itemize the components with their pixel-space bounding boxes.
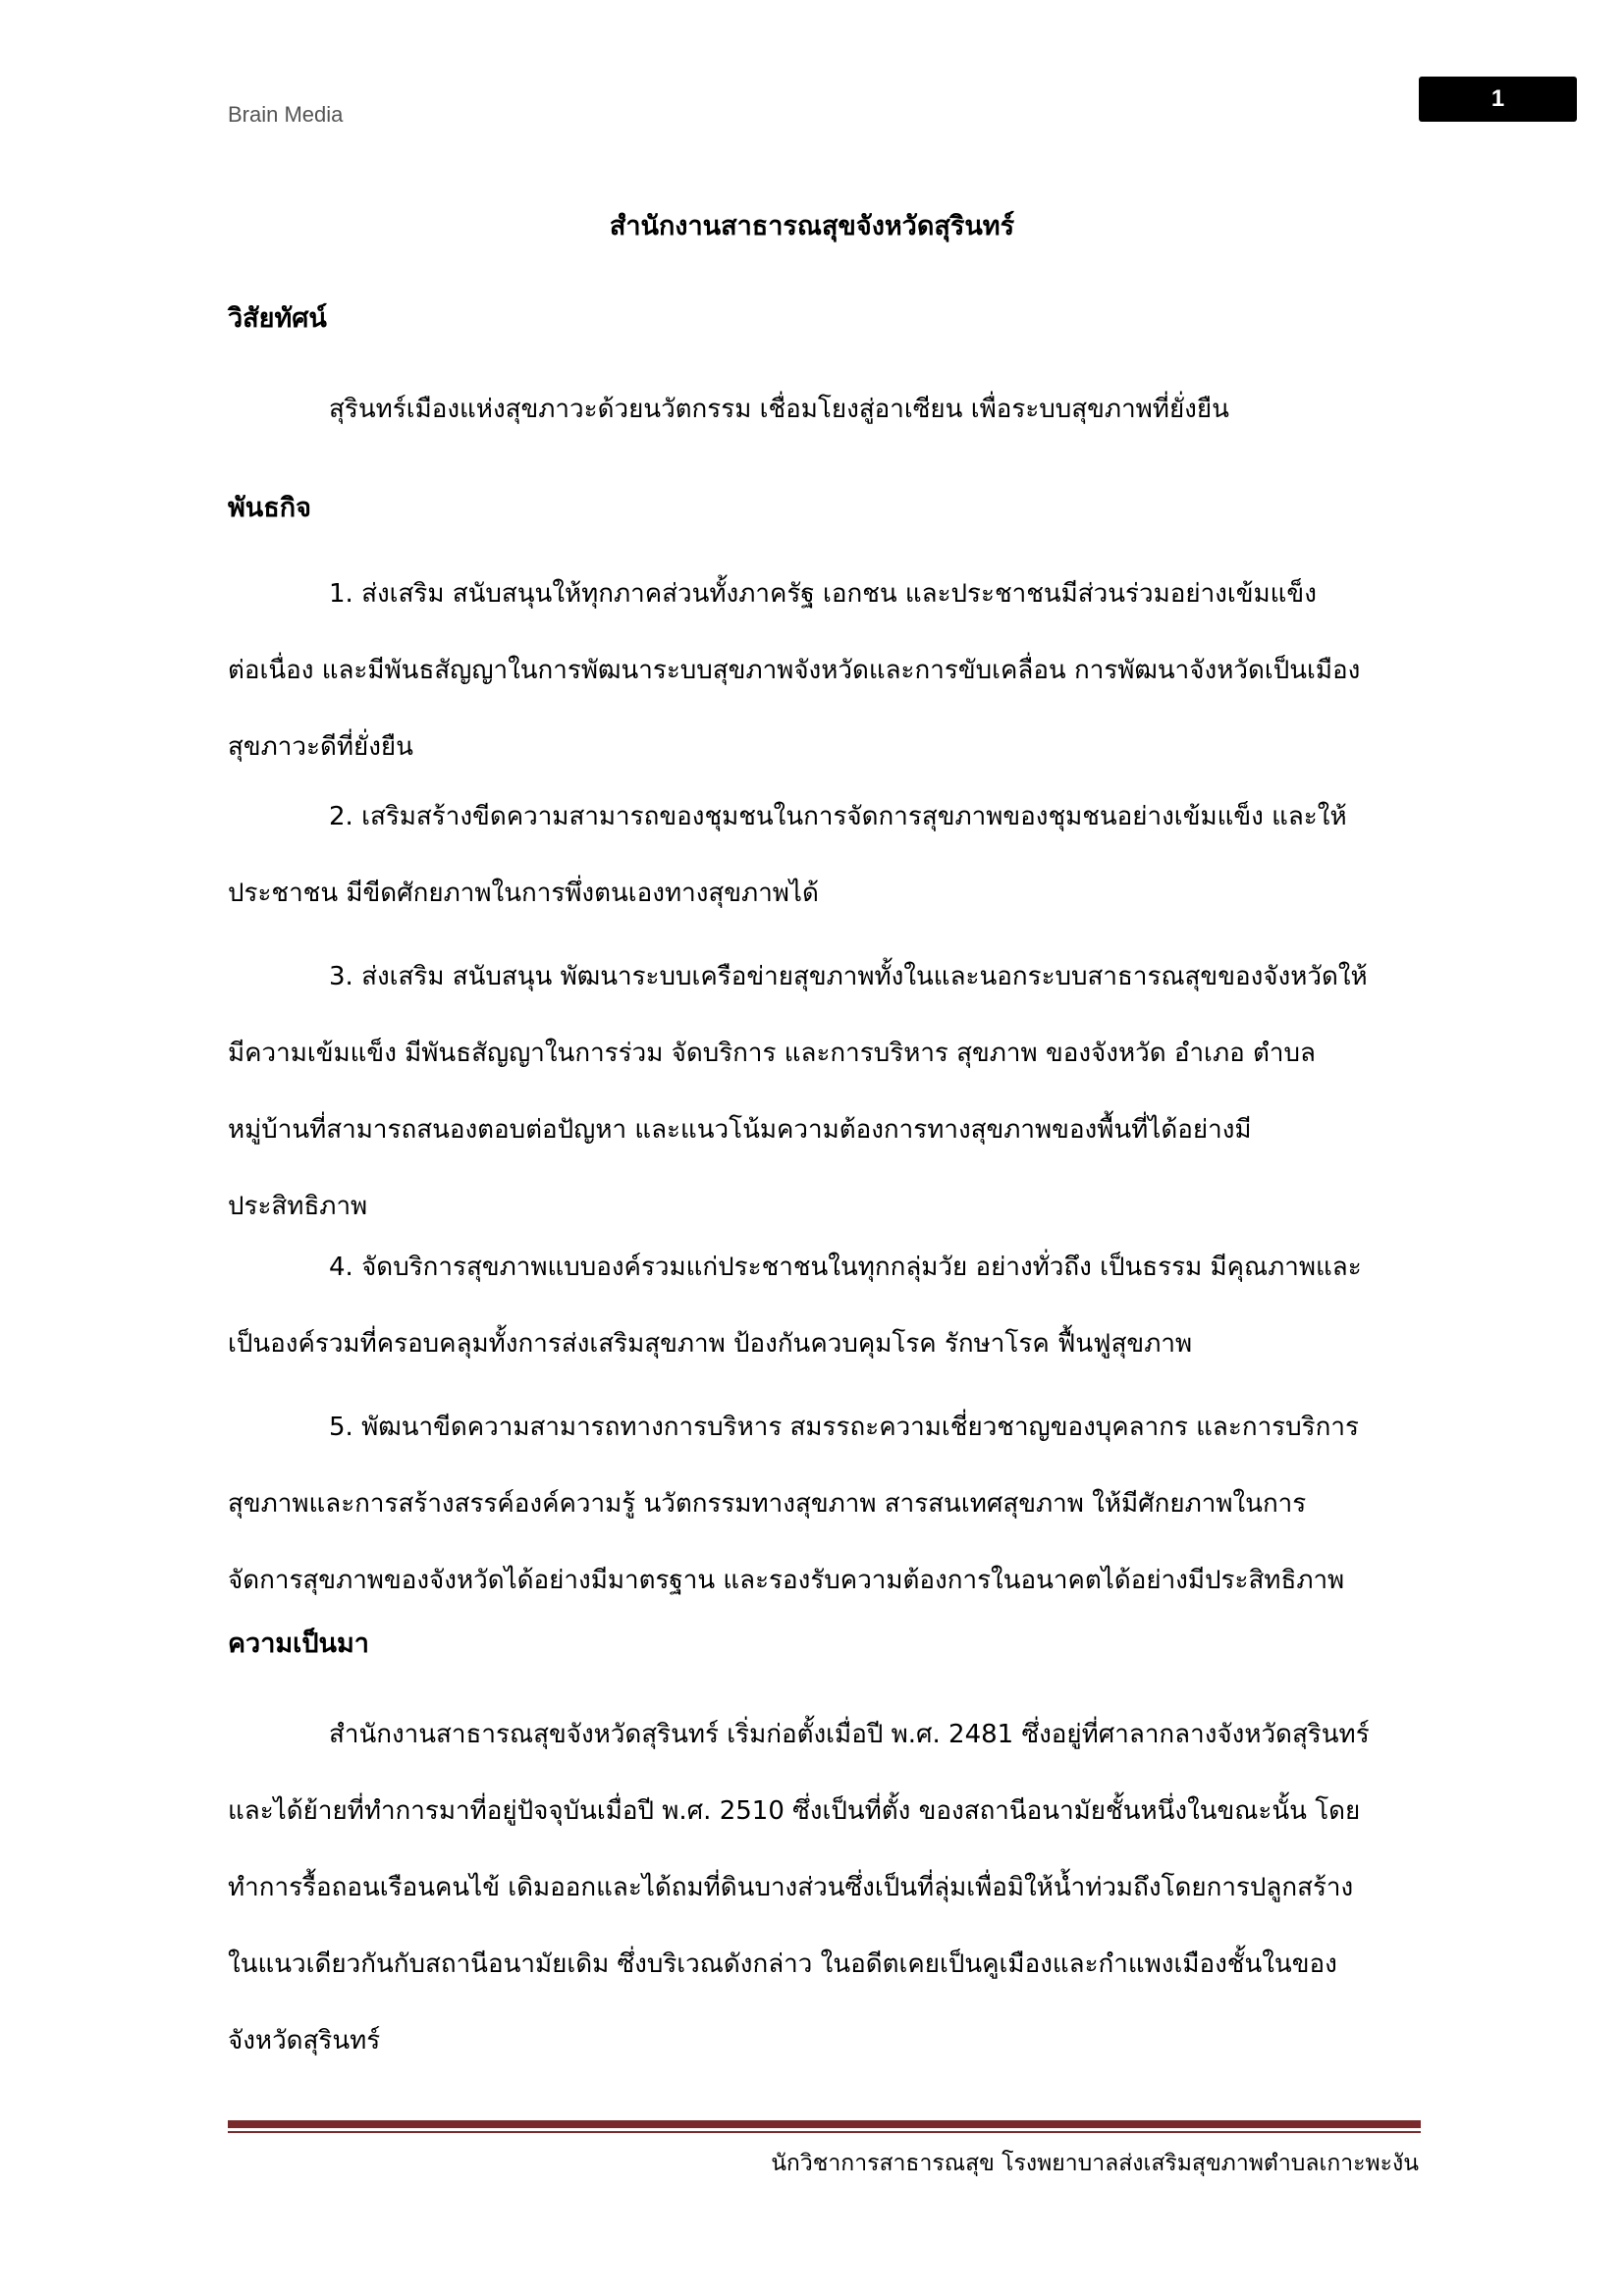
mission-item-line: 1. ส่งเสริม สนับสนุนให้ทุกภาคส่วนทั้งภาครัฐ เอกชน และประชาชนมีส่วนร่วมอย่างเข้มแข็ง (329, 579, 1317, 609)
mission-heading: พันธกิจ (228, 493, 311, 523)
mission-item-line: มีความเข้มแข็ง มีพันธสัญญาในการร่วม จัดบริการ และการบริหาร สุขภาพ ของจังหวัด อำเภอ ตำบล (228, 1039, 1316, 1068)
mission-item-3 (228, 938, 1416, 1245)
footer-divider-thin (228, 2131, 1421, 2133)
document-title: สำนักงานสาธารณสุขจังหวัดสุรินทร์ (609, 211, 1015, 241)
mission-item-line: หมู่บ้านที่สามารถสนองตอบต่อปัญหา และแนวโน้มความต้องการทางสุขภาพของพื้นที่ได้อย่างมี (228, 1115, 1252, 1145)
history-paragraph (228, 1696, 1416, 2079)
mission-item-1 (228, 556, 1416, 785)
mission-item-line: 4. จัดบริการสุขภาพแบบองค์รวมแก่ประชาชนในทุกกลุ่มวัย อย่างทั่วถึง เป็นธรรม มีคุณภาพและ (329, 1253, 1362, 1282)
history-heading: ความเป็นมา (228, 1629, 369, 1659)
mission-item-line: สุขภาพและการสร้างสรรค์องค์ความรู้ นวัตกรรมทางสุขภาพ สารสนเทศสุขภาพ ให้มีศักยภาพในการ (228, 1489, 1307, 1519)
header-brand: Brain Media (228, 102, 344, 127)
mission-item-line: 2. เสริมสร้างขีดความสามารถของชุมชนในการจัดการสุขภาพของชุมชนอย่างเข้มแข็ง และให้ (329, 802, 1347, 831)
mission-item-4 (228, 1229, 1416, 1382)
mission-item-line: 3. ส่งเสริม สนับสนุน พัฒนาระบบเครือข่ายสุขภาพทั้งในและนอกระบบสาธารณสุขของจังหวัดให้ (329, 962, 1368, 991)
footer-text: นักวิชาการสาธารณสุข โรงพยาบาลส่งเสริมสุขภาพตำบลเกาะพะงัน (771, 2151, 1419, 2176)
history-line: และได้ย้ายที่ทำการมาที่อยู่ปัจจุบันเมื่อปี พ.ศ. 2510 ซึ่งเป็นที่ตั้ง ของสถานีอนามัยชั้นหนึ่งในขณะนั้น โดย (228, 1796, 1361, 1826)
vision-paragraph (228, 371, 1416, 448)
mission-item-5 (228, 1389, 1416, 1619)
mission-item-line: 5. พัฒนาขีดความสามารถทางการบริหาร สมรรถะความเชี่ยวชาญของบุคลากร และการบริการ (329, 1413, 1359, 1442)
vision-heading: วิสัยทัศน์ (228, 303, 327, 334)
history-line: ทำการรื้อถอนเรือนคนไข้ เดิมออกและได้ถมที่ดินบางส่วนซึ่งเป็นที่ลุ่มเพื่อมิให้น้ำท่วมถึงโดยการปลูกสร้าง (228, 1873, 1354, 1902)
mission-item-line: เป็นองค์รวมที่ครอบคลุมทั้งการส่งเสริมสุขภาพ ป้องกันควบคุมโรค รักษาโรค ฟื้นฟูสุขภาพ (228, 1329, 1193, 1359)
mission-item-line: สุขภาวะดีที่ยั่งยืน (228, 732, 413, 762)
footer-divider (228, 2120, 1421, 2128)
mission-item-2 (228, 778, 1416, 932)
mission-item-line: ประสิทธิภาพ (228, 1192, 368, 1221)
history-line: จังหวัดสุรินทร์ (228, 2026, 381, 2056)
mission-item-line: ประชาชน มีขีดศักยภาพในการพึ่งตนเองทางสุขภาพได้ (228, 879, 819, 908)
mission-item-line: จัดการสุขภาพของจังหวัดได้อย่างมีมาตรฐาน และรองรับความต้องการในอนาคตได้อย่างมีประสิทธิภาพ (228, 1566, 1345, 1595)
history-line: สำนักงานสาธารณสุขจังหวัดสุรินทร์ เริ่มก่อตั้งเมื่อปี พ.ศ. 2481 ซึ่งอยู่ที่ศาลากลางจังหวัดสุรินทร์ (329, 1720, 1370, 1749)
mission-item-line: ต่อเนื่อง และมีพันธสัญญาในการพัฒนาระบบสุขภาพจังหวัดและการขับเคลื่อน การพัฒนาจังหวัดเป็นเมือง (228, 656, 1361, 685)
history-line: ในแนวเดียวกันกับสถานีอนามัยเดิม ซึ่งบริเวณดังกล่าว ในอดีตเคยเป็นคูเมืองและกำแพงเมืองชั้นในของ (228, 1949, 1337, 1979)
page-number: 1 (1419, 77, 1577, 122)
vision-line: สุรินทร์เมืองแห่งสุขภาวะด้วยนวัตกรรม เชื่อมโยงสู่อาเซียน เพื่อระบบสุขภาพที่ยั่งยืน (329, 395, 1229, 424)
